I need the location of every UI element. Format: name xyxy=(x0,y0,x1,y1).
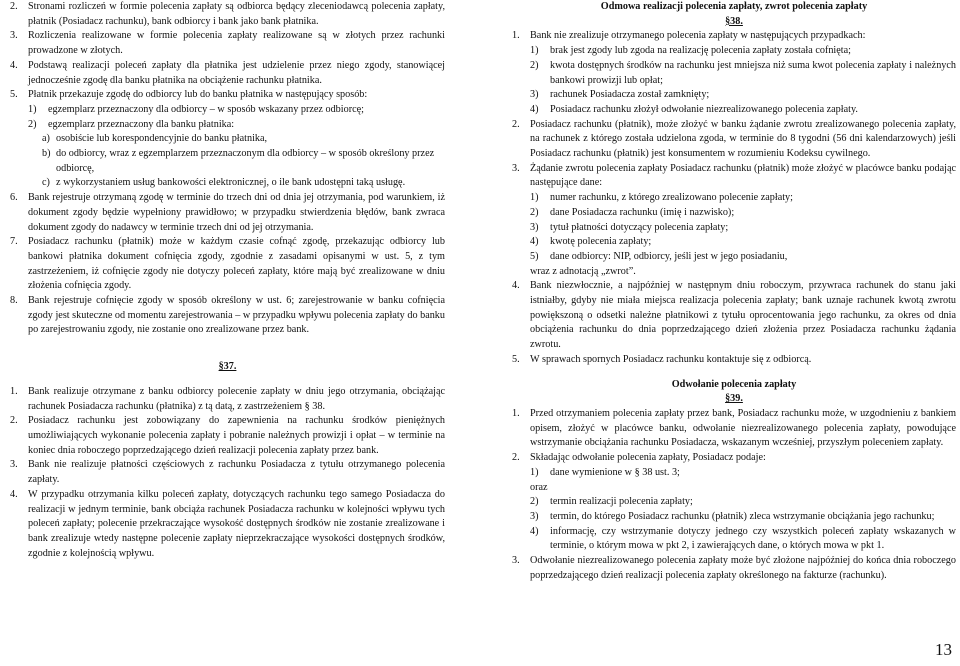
sub-item: 1) egzemplarz przeznaczony dla odbiorcy – w sposób wskazany przez odbiorcę; xyxy=(28,103,364,115)
sub-item: 2) kwota dostępnych środków na rachunku jest mniejsza niż suma kwot polecenia zapłaty i należnych bankowi prowizji lub opłat; xyxy=(530,59,956,86)
sub-item: 1) brak jest zgody lub zgoda na realizację polecenia zapłaty została cofnięta; xyxy=(530,45,851,57)
list-item: 3. Odwołanie niezrealizowanego polecenia zapłaty może być złożone najpóźniej do końca dnia roboczego poprzedzającego dzień realizacji polecenia zapłaty określonego na fakturze (rachunku). xyxy=(512,555,956,581)
sub-item: 2) egzemplarz przeznaczony dla banku płatnika: xyxy=(28,118,235,130)
list-item: 3. Żądanie zwrotu polecenia zapłaty Posiadacz rachunku (płatnik) może złożyć w placówce banku podając następujące dane: xyxy=(512,162,956,189)
list-item: 5. W sprawach spornych Posiadacz rachunku kontaktuje się z odbiorcą. xyxy=(512,353,812,365)
sub-item: b) do odbiorcy, wraz z egzemplarzem przeznaczonym dla odbiorcy – w sposób określony przez odbiorcę, xyxy=(42,148,435,174)
section-37-heading: §37. xyxy=(218,361,237,373)
list-item: 2. Stronami rozliczeń w formie polecenia zapłaty są odbiorca będący zleceniodawcą polecenia zapłaty, płatnik (Posiadacz rachunku), bank odbiorcy i bank jako bank płatnika. xyxy=(10,1,445,27)
heading-revocation: Odwołanie polecenia zapłaty xyxy=(671,378,797,390)
list-item: 4. Bank niezwłocznie, a najpóźniej w następnym dniu roboczym, przywraca rachunek do stanu jaki istniałby, gdyby nie miała miejsca realizacja polecenia zapłaty; bank uznaje rachunek kwotą zwrotu powiększoną o odsetki należne płatnikowi z tytułu oprocentowania jego rachunku, za okres od dnia obciążenia rachunku do dnia poprzedzającego dzień złożenia przez Posiadacza rachunku żądania zwrotu. xyxy=(512,280,956,351)
section-38-heading: §38. xyxy=(725,15,743,27)
list-item: 1. Bank nie zrealizuje otrzymanego polecenia zapłaty w następujących przypadkach: xyxy=(512,30,866,42)
list-item: 4. W przypadku otrzymania kilku poleceń zapłaty, dotyczących rachunku tego samego Posiadacza do realizacji w jednym terminie, bank obciąża rachunek Posiadacza rachunku w kolejności wpływu tych poleceń zapłaty; polecenie przekraczające wysokość dostępnych środków nie zostanie zrealizowane i bank zrealizuje wtedy następne polecenie zapłaty nieprzekraczające wysokości dostępnych środków, zgodnie z kolejnością wpływu. xyxy=(10,488,445,559)
page-number: 13 xyxy=(935,640,952,659)
right-column xyxy=(512,0,956,583)
list-item: 4. Podstawą realizacji poleceń zapłaty dla płatnika jest udzielenie przez niego zgody, stanowiącej jednocześnie zgodę dla banku płatnika na obciążenie rachunku płatnika. xyxy=(10,59,445,86)
sub-item: 2) dane Posiadacza rachunku (imię i nazwisko); xyxy=(530,206,735,218)
list-item: 3. Rozliczenia realizowane w formie polecenia zapłaty realizowane są w złotych przez rachunki prowadzone w złotych. xyxy=(10,30,445,57)
sub-item: 3) tytuł płatności dotyczący polecenia zapłaty; xyxy=(530,221,729,233)
list-item: 3. Bank nie realizuje płatności częściowych z rachunku Posiadacza z tytułu otrzymanego polecenia zapłaty. xyxy=(10,459,445,486)
list-item: 5. Płatnik przekazuje zgodę do odbiorcy lub do banku płatnika w następujący sposób: xyxy=(10,89,368,101)
sub-item: 4) Posiadacz rachunku złożył odwołanie niezrealizowanego polecenia zapłaty. xyxy=(530,103,858,115)
sub-item: 5) dane odbiorcy: NIP, odbiorcy, jeśli jest w jego posiadaniu, xyxy=(530,250,788,262)
list-item: 2. Posiadacz rachunku jest zobowiązany do zapewnienia na rachunku środków pieniężnych umożliwiających wykonanie polecenia zapłaty i pobranie należnych prowizji i opłat – w terminie na koniec dnia roboczego poprzedzającego dzień realizacji polecenia zapłaty przez bank. xyxy=(10,415,445,456)
sub-item: 1) numer rachunku, z którego zrealizowano polecenie zapłaty; xyxy=(530,192,793,204)
list-item: 1. Przed otrzymaniem polecenia zapłaty przez bank, Posiadacz rachunku może, w uzgodnieniu z bankiem opisem, złożyć w placówce banku, odwołanie niezrealizowanego polecenia zapłaty, powodujące wstrzymanie obciążania rachunku Posiadacza, wskazanym wcześniej, przyszłym poleceniem zapłaty. xyxy=(512,407,956,449)
sub-item: 1) dane wymienione w § 38 ust. 3; xyxy=(530,466,680,478)
list-item: 6. Bank rejestruje otrzymaną zgodę w terminie do trzech dni od dnia jej otrzymania, pod warunkiem, iż dokument zgody będzie wypełniony prawidłowo; w przypadku stwierdzenia błędów, bank zwraca dokument zgody do nadawcy w terminie trzech dni od jej otrzymania. xyxy=(10,192,445,233)
sub-item: 3) termin, do którego Posiadacz rachunku (płatnik) zleca wstrzymanie obciążania jego rachunku; xyxy=(530,510,935,522)
section-39-heading: §39. xyxy=(725,393,743,405)
sub-item: 4) kwotę polecenia zapłaty; xyxy=(530,236,652,248)
list-item: 1. Bank realizuje otrzymane z banku odbiorcy polecenie zapłaty w dniu jego otrzymania, obciążając rachunek Posiadacza rachunku (płatnika) z tą datą, z zastrzeżeniem § 38. xyxy=(10,385,445,412)
item3-tail: wraz z adnotacją „zwrot”. xyxy=(530,265,636,277)
sub-item: 4) informację, czy wstrzymanie dotyczy jednego czy wszystkich poleceń zapłaty wskazanych w terminie, o którym mowa w pkt 2, i zawierających dane, o których mowa w pkt 1. xyxy=(530,525,956,552)
sub-item: a) osobiście lub korespondencyjnie do banku płatnika, xyxy=(42,133,268,145)
sub-item: c) z wykorzystaniem usług bankowości elektronicznej, o ile bank udostępni taką usługę. xyxy=(42,177,406,189)
left-column xyxy=(10,0,445,561)
sub-item: 3) rachunek Posiadacza został zamknięty; xyxy=(530,89,710,101)
list-item: 2. Posiadacz rachunku (płatnik), może złożyć w banku żądanie zwrotu zrealizowanego polecenia zapłaty, na rachunek z którego została udzielona zgoda, w terminie do 8 tygodni (56 dni kalendarzowych) jeśli Posiadacz rachunku (płatnik) jest konsumentem w rozumieniu Kodeksu cywilnego. xyxy=(512,118,956,160)
list-item: 2. Składając odwołanie polecenia zapłaty, Posiadacz podaje: xyxy=(512,452,766,464)
sub-item: 2) termin realizacji polecenia zapłaty; xyxy=(530,496,693,508)
oraz-text: oraz xyxy=(530,481,548,493)
list-item: 7. Posiadacz rachunku (płatnik) może w każdym czasie cofnąć zgodę, przekazując odbiorcy lub bankowi płatnika dokument cofnięcia zgody, zgodnie z zasadami opisanymi w ust. 5, z tym zastrzeżeniem, iż cofnięcie zgody nie dotyczy poleceń zapłaty, które mają być zrealizowane w dniu złożenia cofnięcia zgody. xyxy=(10,236,445,292)
heading-refusal: Odmowa realizacji polecenia zapłaty, zwrot polecenia zapłaty xyxy=(600,1,868,12)
list-item: 8. Bank rejestruje cofnięcie zgody w sposób określony w ust. 6; zarejestrowanie w banku cofnięcia zgody jest skuteczne od momentu zarejestrowania – w przypadku wpływu polecenia zapłaty do banku po zarejestrowaniu zgody, nie zostanie ono zrealizowane przez bank. xyxy=(10,295,445,336)
